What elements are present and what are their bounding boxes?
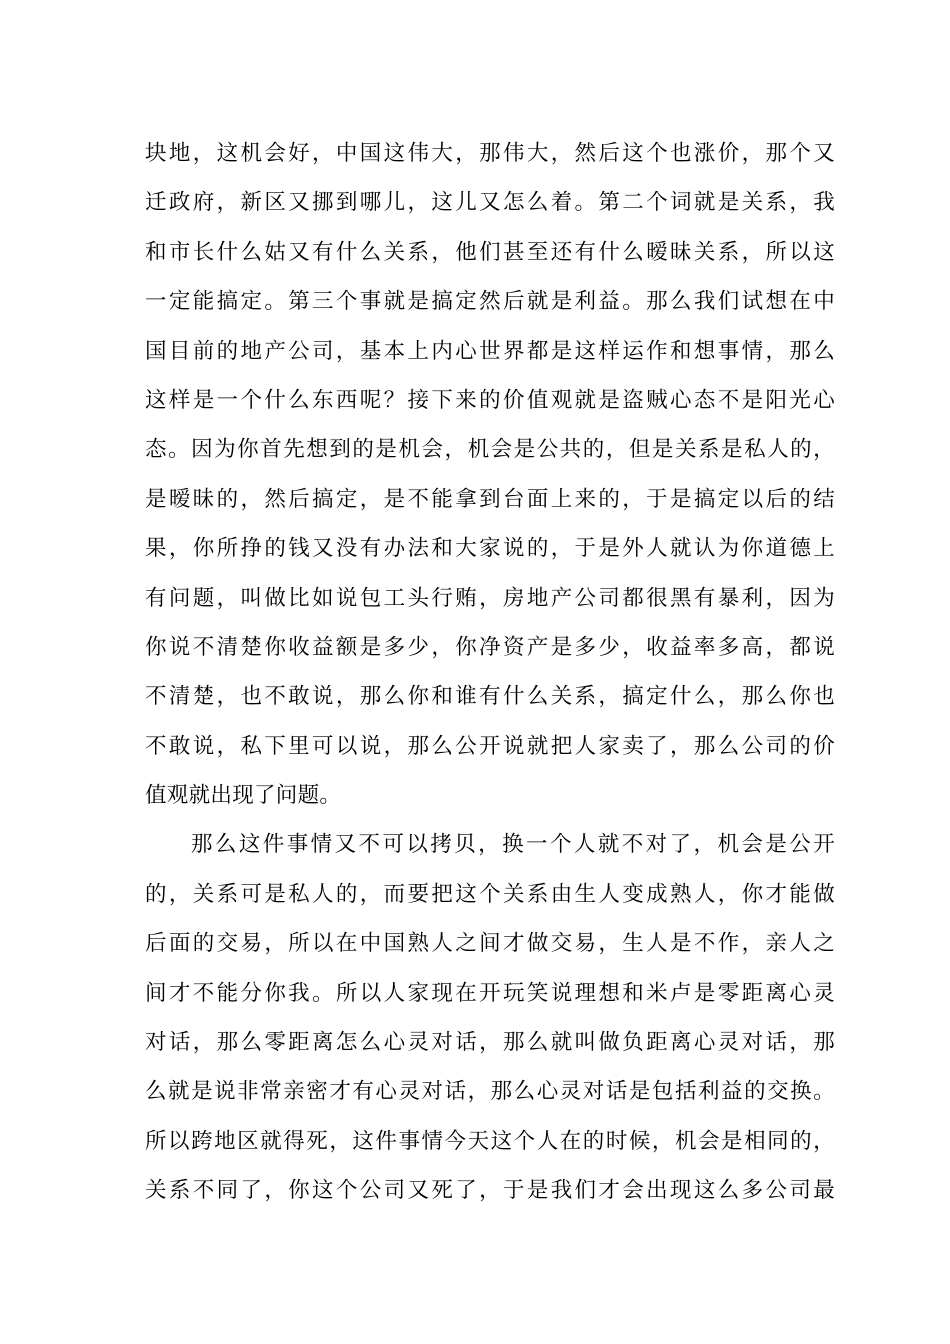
- text-line: 迁政府，新区又挪到哪儿，这儿又怎么着。第二个词就是关系，我: [145, 190, 835, 216]
- text-line: 么就是说非常亲密才有心灵对话，那么心灵对话是包括利益的交换。: [145, 1079, 835, 1105]
- paragraph: [145, 129, 835, 820]
- text-line: 不敢说，私下里可以说，那么公开说就把人家卖了，那么公司的价: [145, 733, 835, 759]
- text-line: 一定能搞定。第三个事就是搞定然后就是利益。那么我们试想在中: [145, 289, 835, 315]
- text-line: 的，关系可是私人的，而要把这个关系由生人变成熟人，你才能做: [145, 881, 835, 907]
- text-line: 和市长什么姑又有什么关系，他们甚至还有什么暧昧关系，所以这: [145, 239, 835, 265]
- text-line: 不清楚，也不敢说，那么你和谁有什么关系，搞定什么，那么你也: [145, 684, 835, 710]
- text-line: 所以跨地区就得死，这件事情今天这个人在的时候，机会是相同的，: [145, 1128, 835, 1154]
- text-line: 是暧昧的，然后搞定，是不能拿到台面上来的，于是搞定以后的结: [145, 486, 835, 512]
- text-line: 后面的交易，所以在中国熟人之间才做交易，生人是不作，亲人之: [145, 931, 835, 957]
- text-line: 你说不清楚你收益额是多少，你净资产是多少，收益率多高，都说: [145, 634, 835, 660]
- text-line: 对话，那么零距离怎么心灵对话，那么就叫做负距离心灵对话，那: [145, 1030, 835, 1056]
- text-line: 态。因为你首先想到的是机会，机会是公共的，但是关系是私人的，: [145, 437, 835, 463]
- text-line: 值观就出现了问题。: [145, 783, 342, 809]
- text-line: 间才不能分你我。所以人家现在开玩笑说理想和米卢是零距离心灵: [145, 980, 835, 1006]
- text-line: 这样是一个什么东西呢？接下来的价值观就是盗贼心态不是阳光心: [145, 387, 835, 413]
- text-line: 关系不同了，你这个公司又死了，于是我们才会出现这么多公司最: [145, 1178, 835, 1204]
- text-line: 国目前的地产公司，基本上内心世界都是这样运作和想事情，那么: [145, 338, 835, 364]
- text-line: 那么这件事情又不可以拷贝，换一个人就不对了，机会是公开: [191, 832, 835, 858]
- text-line: 果，你所挣的钱又没有办法和大家说的，于是外人就认为你道德上: [145, 536, 835, 562]
- paragraph: [145, 820, 835, 1215]
- text-line: 块地，这机会好，中国这伟大，那伟大，然后这个也涨价，那个又: [145, 141, 835, 166]
- document-body: [145, 129, 835, 1216]
- text-line: 有问题，叫做比如说包工头行贿，房地产公司都很黑有暴利，因为: [145, 585, 835, 611]
